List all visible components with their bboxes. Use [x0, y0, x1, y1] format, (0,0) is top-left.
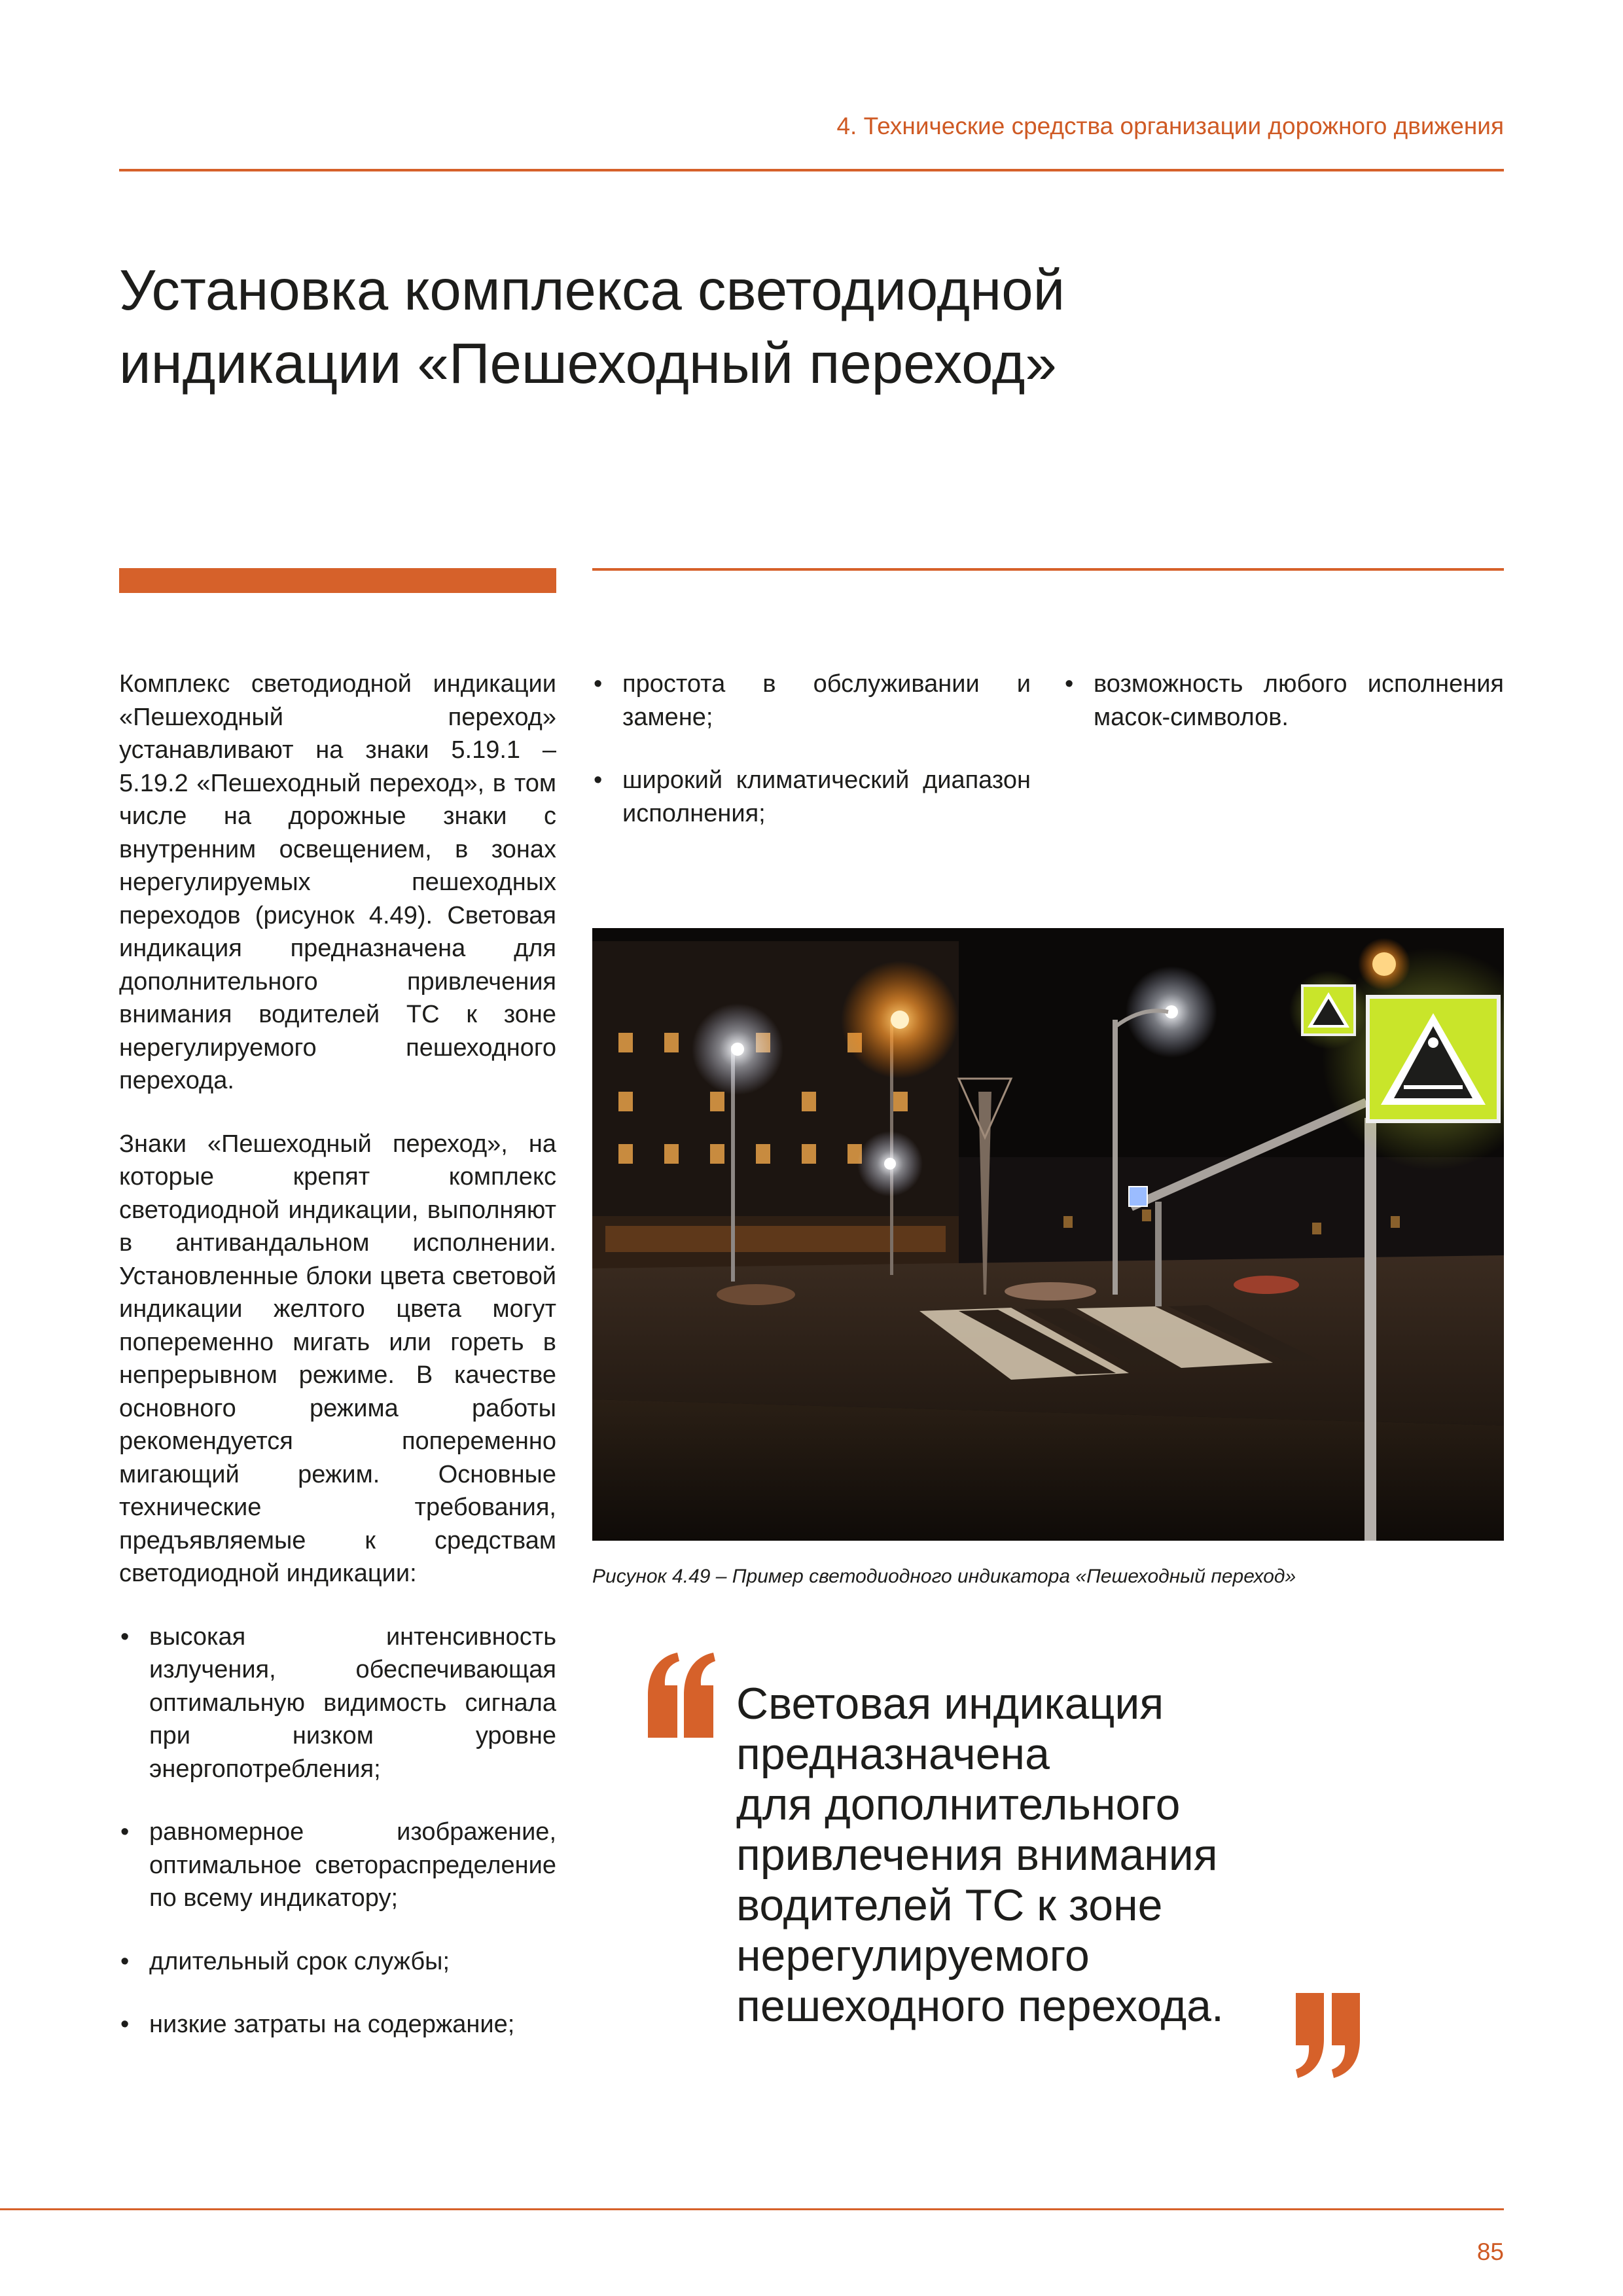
- header-rule: [119, 169, 1504, 171]
- list-item: • возможность любого исполнения масок-символов.: [1063, 668, 1504, 734]
- night-crossing-illustration: [592, 928, 1504, 1541]
- requirements-list: [119, 1621, 556, 2041]
- list-item: • длительный срок службы;: [119, 1945, 556, 1979]
- pull-quote-line: для дополнительного: [736, 1780, 1181, 1829]
- figure-photo: [592, 928, 1504, 1541]
- body-paragraph: Знаки «Пешеходный переход», на которые крепят комплекс светодиодной индикации, выполняют в антивандальном исполнении. Установленные блоки цвета световой индикации желтого цвета могут попеременно мигать или гореть в непрерывном режиме. В качестве основного режима работы рекомендуется попеременно мигающий режим. Основные технические требования, предъявляемые к средствам светодиодной индикации:: [119, 1130, 556, 1587]
- requirements-list-continued: [592, 668, 1031, 830]
- title-line: Установка комплекса светодиодной: [119, 259, 1065, 322]
- pull-quote-line: Световая индикация: [736, 1679, 1164, 1729]
- title-line: индикации «Пешеходный переход»: [119, 332, 1057, 395]
- open-quote-icon: [641, 1649, 720, 1748]
- pull-quote-line: водителей ТС к зоне: [736, 1880, 1163, 1930]
- page-title: [119, 254, 1363, 401]
- body-paragraph: Комплекс светодиодной индикации «Пешеходный переход» устанавливают на знаки 5.19.1 – 5.19.2 «Пешеходный переход», в том числе на дорожные знаки с внутренним освещением, в зонах нерегулируемых пешеходных переходов (рисунок 4.49). Световая индикация предназначена для дополнительного привлечения внимания водителей ТС к зоне нерегулируемого пешеходного перехода.: [119, 670, 556, 1094]
- close-quote-icon: [1293, 1990, 1364, 2081]
- figure-caption: Рисунок 4.49 – Пример светодиодного индикатора «Пешеходный переход»: [592, 1566, 1296, 1587]
- list-item: • широкий климатический диапазон исполнения;: [592, 764, 1031, 830]
- list-item: • равномерное изображение, оптимальное светораспределение по всему индикатору;: [119, 1816, 556, 1915]
- footer-rule: [0, 2208, 1504, 2210]
- pull-quote-line: нерегулируемого: [736, 1931, 1090, 1981]
- pull-quote-line: пешеходного перехода.: [736, 1981, 1224, 2031]
- page-number: 85: [1476, 2238, 1504, 2265]
- pull-quote-line: предназначена: [736, 1729, 1050, 1779]
- right-column: [1063, 668, 1504, 764]
- running-header: 4. Технические средства организации дорожного движения: [836, 113, 1504, 139]
- pull-quote-line: привлечения внимания: [736, 1830, 1218, 1880]
- right-accent-line: [592, 568, 1504, 571]
- list-item: • низкие затраты на содержание;: [119, 2008, 556, 2041]
- list-item: • простота в обслуживании и замене;: [592, 668, 1031, 734]
- list-item: • высокая интенсивность излучения, обеспечивающая оптимальную видимость сигнала при низком уровне энергопотребления;: [119, 1621, 556, 1786]
- requirements-list-end: [1063, 668, 1504, 734]
- left-column: [119, 668, 556, 2072]
- pull-quote: [736, 1679, 1325, 2032]
- middle-column: [592, 668, 1031, 860]
- left-accent-bar: [119, 568, 556, 593]
